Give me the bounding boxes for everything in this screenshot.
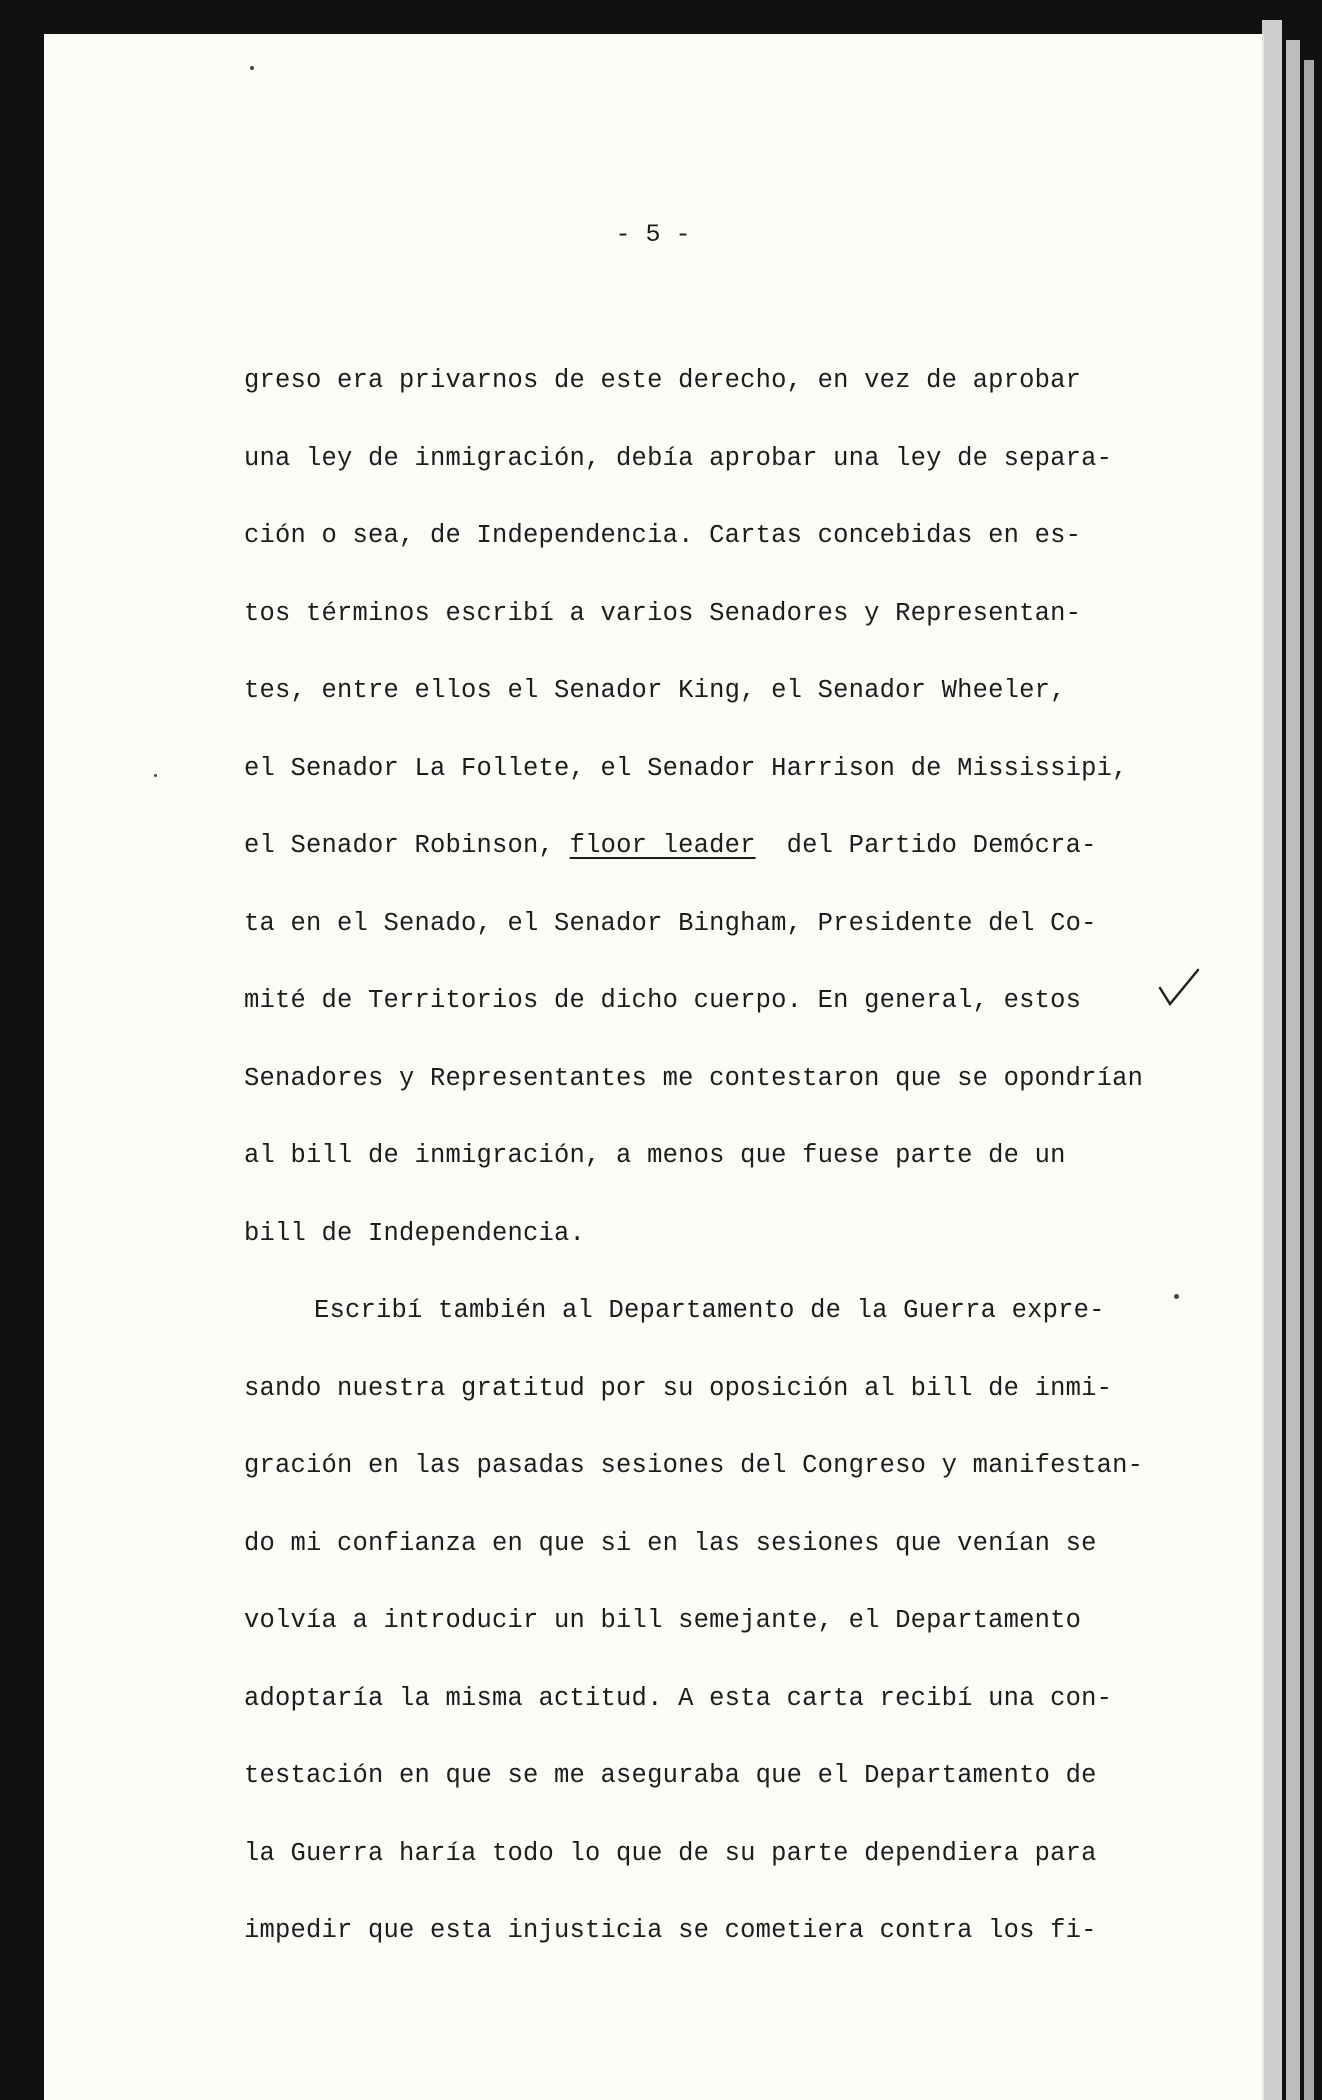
underlined-term: floor leader bbox=[569, 831, 756, 860]
text-segment: el Senador Robinson, bbox=[244, 831, 555, 860]
page-number: - 5 - bbox=[615, 220, 691, 249]
dust-speck bbox=[1174, 1294, 1179, 1299]
text-line: tes, entre ellos el Senador King, el Senador Wheeler, bbox=[244, 676, 1066, 705]
text-line: el Senador La Follete, el Senador Harrison de Mississipi, bbox=[244, 753, 1128, 783]
text-line: una ley de inmigración, debía aprobar una ley de separa- bbox=[244, 443, 1113, 473]
text-line: testación en que se me aseguraba que el Departamento de bbox=[244, 1761, 1097, 1790]
text-line bbox=[244, 807, 1204, 885]
text-line: al bill de inmigración, a menos que fuese parte de un bbox=[244, 1141, 1066, 1170]
text-line: greso era privarnos de este derecho, en vez de aprobar bbox=[244, 366, 1082, 395]
text-line: ta en el Senado, el Senador Bingham, Presidente del Co- bbox=[244, 908, 1097, 938]
text-line: volvía a introducir un bill semejante, el Departamento bbox=[244, 1606, 1082, 1635]
paper-sheet bbox=[44, 34, 1262, 2100]
text-line: Senadores y Representantes me contestaron que se opondrían bbox=[244, 1063, 1144, 1093]
text-segment: del Partido Demócra- bbox=[786, 831, 1097, 860]
text-line: la Guerra haría todo lo que de su parte dependiera para bbox=[244, 1838, 1097, 1868]
text-line: tos términos escribí a varios Senadores y Representan- bbox=[244, 598, 1082, 628]
text-line: sando nuestra gratitud por su oposición al bill de inmi- bbox=[244, 1373, 1113, 1403]
handwritten-check-mark bbox=[1154, 964, 1204, 1014]
sheet-edge bbox=[1304, 60, 1314, 2100]
body-text bbox=[244, 342, 1204, 1970]
text-line: gración en las pasadas sesiones del Congreso y manifestan- bbox=[244, 1451, 1144, 1480]
paragraph-start-line: Escribí también al Departamento de la Guerra expre- bbox=[314, 1296, 1105, 1325]
text-line: adoptaría la misma actitud. A esta carta recibí una con- bbox=[244, 1683, 1113, 1713]
dust-speck bbox=[154, 774, 157, 777]
dust-speck bbox=[250, 66, 254, 70]
text-line: do mi confianza en que si en las sesiones que venían se bbox=[244, 1528, 1097, 1558]
sheet-edge bbox=[1286, 40, 1300, 2100]
sheet-edge bbox=[1262, 20, 1282, 2100]
text-line: ción o sea, de Independencia. Cartas concebidas en es- bbox=[244, 521, 1082, 550]
text-line: bill de Independencia. bbox=[244, 1218, 586, 1248]
text-line: mité de Territorios de dicho cuerpo. En general, estos bbox=[244, 986, 1082, 1015]
text-line: impedir que esta injusticia se cometiera contra los fi- bbox=[244, 1916, 1097, 1945]
